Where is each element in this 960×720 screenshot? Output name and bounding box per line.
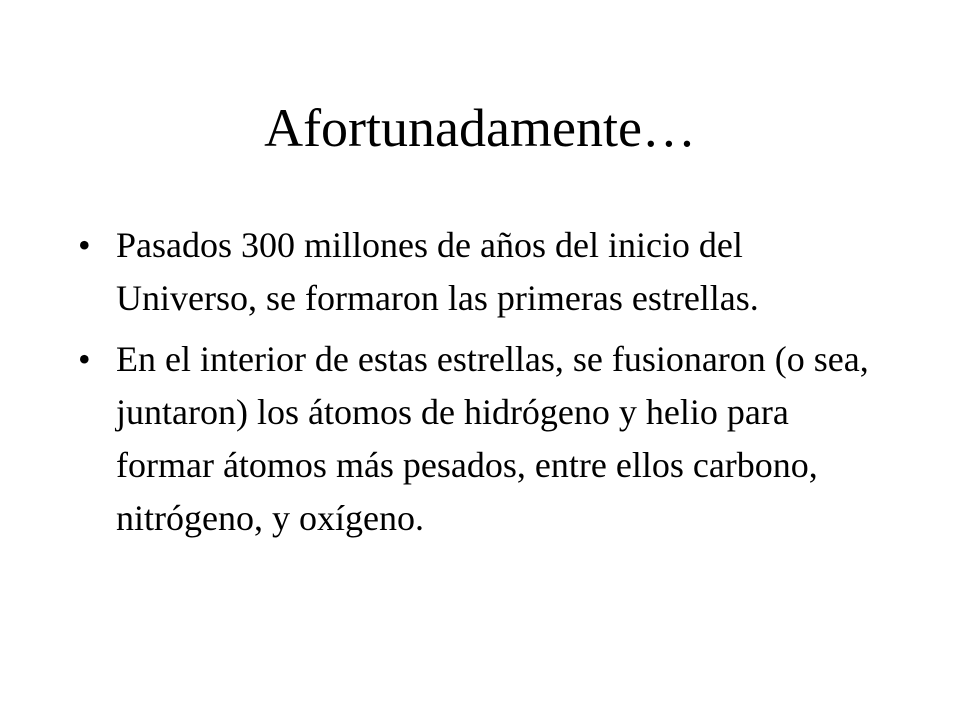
bullet-icon: • xyxy=(78,339,91,379)
bullet-text: En el interior de estas estrellas, se fusionaron (o sea, juntaron) los átomos de hidrógeno y helio para formar átomos más pesados, entre ellos carbono, nitrógeno, y oxígeno. xyxy=(116,339,869,538)
bullet-item xyxy=(78,333,878,545)
bullet-icon: • xyxy=(78,225,91,265)
bullet-list xyxy=(78,219,878,553)
bullet-item xyxy=(78,219,878,325)
slide-title: Afortunadamente… xyxy=(264,98,696,158)
bullet-text: Pasados 300 millones de años del inicio del Universo, se formaron las primeras estrellas. xyxy=(116,225,759,318)
